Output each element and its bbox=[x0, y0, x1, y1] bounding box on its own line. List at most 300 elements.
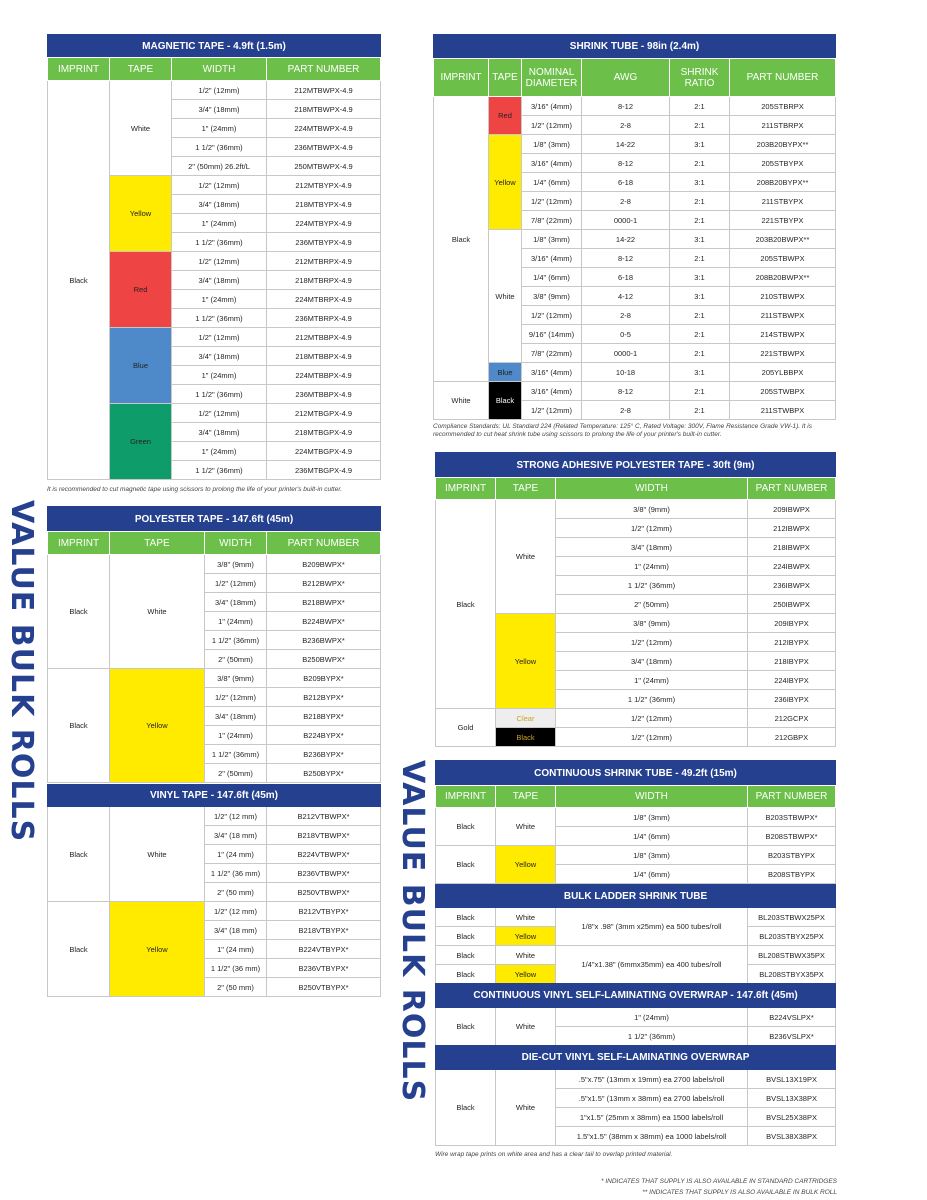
diecut-note: Wire wrap tape prints on white area and has a clear tail to overlap printed material. bbox=[435, 1151, 673, 1158]
table-cell: 218MTBWPX-4.9 bbox=[267, 100, 381, 119]
table-cell: 224MTBWPX-4.9 bbox=[267, 119, 381, 138]
magnetic-title: MAGNETIC TAPE - 4.9ft (1.5m) bbox=[48, 35, 381, 58]
table-row bbox=[436, 614, 836, 633]
table-cell: Black bbox=[436, 1070, 496, 1146]
cont-title: CONTINUOUS SHRINK TUBE - 49.2ft (15m) bbox=[436, 761, 836, 786]
table-cell: 3/16" (4mm) bbox=[522, 249, 582, 268]
side-label-left: VALUE BULK ROLLS bbox=[4, 500, 39, 843]
column-header: TAPE bbox=[110, 532, 205, 555]
table-cell: 236MTBRPX-4.9 bbox=[267, 309, 381, 328]
table-cell: B218BWPX* bbox=[267, 593, 381, 612]
table-cell: 212MTBRPX-4.9 bbox=[267, 252, 381, 271]
column-header: PART NUMBER bbox=[267, 58, 381, 81]
table-cell: B224BWPX* bbox=[267, 612, 381, 631]
table-cell: 3:1 bbox=[670, 363, 730, 382]
table-cell: Black bbox=[48, 555, 110, 669]
table-cell: 3/4" (18mm) bbox=[556, 538, 748, 557]
table-cell: Green bbox=[110, 404, 172, 480]
table-cell: 1 1/2" (36mm) bbox=[172, 461, 267, 480]
table-row bbox=[436, 728, 836, 747]
table-cell: 2" (50mm) bbox=[556, 595, 748, 614]
table-cell: B224VTBWPX* bbox=[267, 845, 381, 864]
vinyl-title: VINYL TAPE - 147.6ft (45m) bbox=[48, 785, 381, 807]
table-cell: 236MTBYPX-4.9 bbox=[267, 233, 381, 252]
column-header: AWG bbox=[582, 59, 670, 97]
vinyl-table-block bbox=[47, 784, 380, 997]
table-cell: 1 1/2" (36mm) bbox=[172, 138, 267, 157]
table-cell: 2:1 bbox=[670, 344, 730, 363]
table-cell: B236BWPX* bbox=[267, 631, 381, 650]
table-cell: 214STBWPX bbox=[730, 325, 836, 344]
table-cell: 212MTBWPX-4.9 bbox=[267, 81, 381, 100]
table-cell: 224MTBRPX-4.9 bbox=[267, 290, 381, 309]
table-row bbox=[48, 669, 381, 688]
table-cell: 212IBWPX bbox=[748, 519, 836, 538]
diecut-table-block bbox=[435, 1045, 835, 1146]
table-cell: 3/8" (9mm) bbox=[522, 287, 582, 306]
table-cell: 1/2" (12mm) bbox=[522, 306, 582, 325]
table-cell: 3/8" (9mm) bbox=[205, 669, 267, 688]
table-cell: 2:1 bbox=[670, 211, 730, 230]
table-cell: 3/4" (18mm) bbox=[172, 271, 267, 290]
table-cell: Black bbox=[48, 807, 110, 902]
table-cell: 208B20BWPX** bbox=[730, 268, 836, 287]
table-cell: 1/2" (12mm) bbox=[522, 116, 582, 135]
table-cell: 8-12 bbox=[582, 154, 670, 173]
table-cell: .5"x.75" (13mm x 19mm) ea 2700 labels/roll bbox=[556, 1070, 748, 1089]
table-cell: 212IBYPX bbox=[748, 633, 836, 652]
column-header: WIDTH bbox=[556, 786, 748, 808]
table-cell: 1" (24mm) bbox=[172, 119, 267, 138]
table-cell: 3:1 bbox=[670, 230, 730, 249]
table-cell: B224VSLPX* bbox=[748, 1008, 836, 1027]
table-cell: 224IBWPX bbox=[748, 557, 836, 576]
table-cell: Yellow bbox=[110, 176, 172, 252]
table-cell: White bbox=[110, 555, 205, 669]
table-cell: 208B20BYPX** bbox=[730, 173, 836, 192]
table-row bbox=[436, 709, 836, 728]
table-cell: 1" (24mm) bbox=[172, 442, 267, 461]
table-cell: Black bbox=[434, 97, 489, 382]
column-header: IMPRINT bbox=[436, 478, 496, 500]
table-cell: Yellow bbox=[496, 965, 556, 984]
table-cell: 1/8"x .98" (3mm x25mm) ea 500 tubes/roll bbox=[556, 908, 748, 946]
table-row bbox=[434, 363, 836, 382]
table-cell: Black bbox=[436, 908, 496, 927]
table-cell: White bbox=[496, 908, 556, 927]
strong-title: STRONG ADHESIVE POLYESTER TAPE - 30ft (9m) bbox=[436, 453, 836, 478]
table-cell: BVSL13X38PX bbox=[748, 1089, 836, 1108]
table-cell: 2-8 bbox=[582, 116, 670, 135]
table-cell: B250VTBWPX* bbox=[267, 883, 381, 902]
magnetic-table bbox=[47, 34, 381, 480]
table-cell: B218VTBWPX* bbox=[267, 826, 381, 845]
table-cell: 1 1/2" (36mm) bbox=[556, 690, 748, 709]
table-cell: 205YLBBPX bbox=[730, 363, 836, 382]
table-cell: 1 1/2" (36mm) bbox=[172, 385, 267, 404]
diecut-table bbox=[435, 1045, 836, 1146]
side-label-center: VALUE BULK ROLLS bbox=[395, 760, 430, 1103]
ladder-title: BULK LADDER SHRINK TUBE bbox=[436, 885, 836, 908]
table-cell: B236VSLPX* bbox=[748, 1027, 836, 1046]
table-cell: 1 1/2" (36mm) bbox=[205, 631, 267, 650]
table-cell: B236VTBYPX* bbox=[267, 959, 381, 978]
table-cell: B250BWPX* bbox=[267, 650, 381, 669]
table-cell: Yellow bbox=[489, 135, 522, 230]
table-cell: 2:1 bbox=[670, 116, 730, 135]
table-cell: 1 1/2" (36mm) bbox=[205, 745, 267, 764]
table-cell: B208STBYPX bbox=[748, 865, 836, 884]
contvinyl-table bbox=[435, 983, 836, 1046]
table-cell: 212MTBGPX-4.9 bbox=[267, 404, 381, 423]
table-cell: 3/4" (18mm) bbox=[172, 423, 267, 442]
table-cell: 3:1 bbox=[670, 173, 730, 192]
table-row bbox=[434, 382, 836, 401]
table-cell: 3/4" (18mm) bbox=[205, 707, 267, 726]
table-cell: 3:1 bbox=[670, 268, 730, 287]
table-cell: B218VTBYPX* bbox=[267, 921, 381, 940]
table-cell: B224VTBYPX* bbox=[267, 940, 381, 959]
table-cell: 2:1 bbox=[670, 382, 730, 401]
table-cell: 1" (24mm) bbox=[556, 671, 748, 690]
table-row bbox=[436, 500, 836, 519]
table-cell: 236IBWPX bbox=[748, 576, 836, 595]
column-header: TAPE bbox=[489, 59, 522, 97]
shrink-note: Compliance Standards: UL Standard 224 (Related Temperature: 125° C, Rated Voltage: 300V, Flame Resistance Grade VW-1). It is recommended to cut heat shrink tube using scissors to prolong the life of your printer's built-in cutter. bbox=[433, 423, 812, 438]
table-cell: Yellow bbox=[496, 846, 556, 884]
table-cell: 1/2" (12mm) bbox=[205, 574, 267, 593]
table-cell: 205STWBPX bbox=[730, 382, 836, 401]
table-cell: 1 1/2" (36 mm) bbox=[205, 864, 267, 883]
table-cell: B236BYPX* bbox=[267, 745, 381, 764]
table-cell: 236MTBBPX-4.9 bbox=[267, 385, 381, 404]
table-cell: 1/2" (12mm) bbox=[556, 519, 748, 538]
table-row bbox=[48, 807, 381, 826]
table-cell: 2" (50 mm) bbox=[205, 978, 267, 997]
table-cell: 203B20BWPX** bbox=[730, 230, 836, 249]
table-cell: 2-8 bbox=[582, 401, 670, 420]
table-cell: 1/8" (3mm) bbox=[522, 135, 582, 154]
table-cell: 221STBYPX bbox=[730, 211, 836, 230]
table-cell: 1/2" (12mm) bbox=[556, 728, 748, 747]
table-cell: White bbox=[496, 500, 556, 614]
table-cell: 1/2" (12mm) bbox=[522, 192, 582, 211]
table-cell: B250BYPX* bbox=[267, 764, 381, 783]
column-header: TAPE bbox=[496, 786, 556, 808]
table-cell: Black bbox=[48, 902, 110, 997]
table-cell: 218IBWPX bbox=[748, 538, 836, 557]
table-cell: 1" (24mm) bbox=[556, 557, 748, 576]
table-cell: 212GCPX bbox=[748, 709, 836, 728]
table-cell: 218IBYPX bbox=[748, 652, 836, 671]
table-cell: 2-8 bbox=[582, 306, 670, 325]
table-cell: 218MTBGPX-4.9 bbox=[267, 423, 381, 442]
footer-note-2: ** INDICATES THAT SUPPLY IS ALSO AVAILABLE IN BULK ROLL bbox=[642, 1189, 837, 1196]
table-cell: 210STBWPX bbox=[730, 287, 836, 306]
table-cell: 14-22 bbox=[582, 135, 670, 154]
table-cell: Black bbox=[436, 808, 496, 846]
table-cell: Black bbox=[436, 927, 496, 946]
table-cell: White bbox=[489, 230, 522, 363]
table-cell: 209IBYPX bbox=[748, 614, 836, 633]
table-cell: BL208STBWX35PX bbox=[748, 946, 836, 965]
table-cell: 212MTBYPX-4.9 bbox=[267, 176, 381, 195]
table-cell: Yellow bbox=[110, 669, 205, 783]
table-cell: 2" (50mm) 26.2ft/L bbox=[172, 157, 267, 176]
table-cell: B224BYPX* bbox=[267, 726, 381, 745]
table-cell: 1" (24mm) bbox=[172, 214, 267, 233]
column-header: WIDTH bbox=[172, 58, 267, 81]
diecut-title: DIE-CUT VINYL SELF-LAMINATING OVERWRAP bbox=[436, 1046, 836, 1070]
table-cell: 236IBYPX bbox=[748, 690, 836, 709]
table-cell: 2" (50mm) bbox=[205, 650, 267, 669]
table-cell: B209BYPX* bbox=[267, 669, 381, 688]
table-cell: 1/8" (3mm) bbox=[522, 230, 582, 249]
shrink-title: SHRINK TUBE - 98in (2.4m) bbox=[434, 35, 836, 59]
table-row bbox=[434, 135, 836, 154]
table-cell: BVSL13X19PX bbox=[748, 1070, 836, 1089]
table-cell: White bbox=[434, 382, 489, 420]
table-cell: 1"x1.5" (25mm x 38mm) ea 1500 labels/roll bbox=[556, 1108, 748, 1127]
table-cell: 1 1/2" (36mm) bbox=[172, 309, 267, 328]
table-cell: 218MTBYPX-4.9 bbox=[267, 195, 381, 214]
table-cell: B212BYPX* bbox=[267, 688, 381, 707]
column-header: IMPRINT bbox=[436, 786, 496, 808]
column-header: TAPE bbox=[110, 58, 172, 81]
table-row bbox=[434, 230, 836, 249]
table-cell: BL208STBYX35PX bbox=[748, 965, 836, 984]
table-cell: Black bbox=[436, 946, 496, 965]
table-cell: 7/8" (22mm) bbox=[522, 344, 582, 363]
table-cell: 224MTBGPX-4.9 bbox=[267, 442, 381, 461]
table-cell: 2:1 bbox=[670, 325, 730, 344]
table-cell: 1" (24mm) bbox=[172, 366, 267, 385]
table-cell: 212MTBBPX-4.9 bbox=[267, 328, 381, 347]
table-cell: 1/2" (12mm) bbox=[172, 404, 267, 423]
table-cell: White bbox=[496, 1070, 556, 1146]
polyester-table bbox=[47, 506, 381, 783]
column-header: IMPRINT bbox=[434, 59, 489, 97]
table-cell: 250MTBWPX-4.9 bbox=[267, 157, 381, 176]
table-cell: 9/16" (14mm) bbox=[522, 325, 582, 344]
table-cell: 2:1 bbox=[670, 154, 730, 173]
table-cell: 4-12 bbox=[582, 287, 670, 306]
table-cell: 211STBWPX bbox=[730, 306, 836, 325]
table-cell: 3/16" (4mm) bbox=[522, 363, 582, 382]
table-cell: 1/8" (3mm) bbox=[556, 846, 748, 865]
table-cell: 3/4" (18 mm) bbox=[205, 826, 267, 845]
table-cell: 3/16" (4mm) bbox=[522, 382, 582, 401]
table-cell: 211STBYPX bbox=[730, 192, 836, 211]
table-cell: 2:1 bbox=[670, 97, 730, 116]
table-cell: 221STBWPX bbox=[730, 344, 836, 363]
table-cell: 250IBWPX bbox=[748, 595, 836, 614]
table-cell: B203STBWPX* bbox=[748, 808, 836, 827]
table-cell: 3/4" (18 mm) bbox=[205, 921, 267, 940]
table-row bbox=[436, 808, 836, 827]
table-cell: 218MTBBPX-4.9 bbox=[267, 347, 381, 366]
ladder-table-block bbox=[435, 884, 835, 984]
table-cell: 2:1 bbox=[670, 306, 730, 325]
cont-table-block bbox=[435, 760, 835, 884]
table-cell: 224MTBYPX-4.9 bbox=[267, 214, 381, 233]
table-cell: 1/2" (12 mm) bbox=[205, 807, 267, 826]
table-cell: B236VTBWPX* bbox=[267, 864, 381, 883]
table-cell: Black bbox=[496, 728, 556, 747]
column-header: IMPRINT bbox=[48, 532, 110, 555]
table-cell: BVSL38X38PX bbox=[748, 1127, 836, 1146]
table-cell: 2:1 bbox=[670, 192, 730, 211]
table-cell: 1" (24 mm) bbox=[205, 845, 267, 864]
polyester-title: POLYESTER TAPE - 147.6ft (45m) bbox=[48, 507, 381, 532]
column-header: NOMINAL DIAMETER bbox=[522, 59, 582, 97]
strong-table bbox=[435, 452, 836, 747]
table-cell: Black bbox=[48, 81, 110, 480]
table-cell: Yellow bbox=[496, 927, 556, 946]
magnetic-table-block bbox=[47, 34, 380, 480]
table-cell: 1/2" (12mm) bbox=[172, 176, 267, 195]
table-cell: 1.5"x1.5" (38mm x 38mm) ea 1000 labels/roll bbox=[556, 1127, 748, 1146]
table-cell: Yellow bbox=[110, 902, 205, 997]
table-cell: Black bbox=[436, 846, 496, 884]
table-cell: BVSL25X38PX bbox=[748, 1108, 836, 1127]
footer-note-1: * INDICATES THAT SUPPLY IS ALSO AVAILABLE IN STANDARD CARTRIDGES bbox=[601, 1178, 837, 1185]
table-cell: B203STBYPX bbox=[748, 846, 836, 865]
table-cell: 1/4"x1.38" (6mmx35mm) ea 400 tubes/roll bbox=[556, 946, 748, 984]
table-cell: 1/2" (12 mm) bbox=[205, 902, 267, 921]
table-cell: White bbox=[110, 807, 205, 902]
table-cell: B212VTBWPX* bbox=[267, 807, 381, 826]
table-cell: 1" (24mm) bbox=[205, 726, 267, 745]
table-cell: 236MTBGPX-4.9 bbox=[267, 461, 381, 480]
table-cell: Black bbox=[436, 500, 496, 709]
table-row bbox=[48, 81, 381, 100]
table-cell: 224IBYPX bbox=[748, 671, 836, 690]
table-cell: 8-12 bbox=[582, 97, 670, 116]
table-cell: 203B20BYPX** bbox=[730, 135, 836, 154]
table-cell: 1 1/2" (36mm) bbox=[556, 1027, 748, 1046]
table-cell: Black bbox=[436, 965, 496, 984]
table-cell: 224MTBBPX-4.9 bbox=[267, 366, 381, 385]
table-cell: B212BWPX* bbox=[267, 574, 381, 593]
table-cell: 3/8" (9mm) bbox=[556, 614, 748, 633]
contvinyl-title: CONTINUOUS VINYL SELF-LAMINATING OVERWRAP - 147.6ft (45m) bbox=[436, 984, 836, 1008]
table-cell: 7/8" (22mm) bbox=[522, 211, 582, 230]
table-cell: 1 1/2" (36 mm) bbox=[205, 959, 267, 978]
table-cell: 0000-1 bbox=[582, 211, 670, 230]
table-cell: 205STBRPX bbox=[730, 97, 836, 116]
table-row bbox=[436, 1070, 836, 1089]
column-header: PART NUMBER bbox=[748, 786, 836, 808]
table-cell: 3/4" (18mm) bbox=[556, 652, 748, 671]
column-header: IMPRINT bbox=[48, 58, 110, 81]
column-header: WIDTH bbox=[556, 478, 748, 500]
table-row bbox=[434, 97, 836, 116]
table-cell: 1 1/2" (36mm) bbox=[556, 576, 748, 595]
table-cell: 3/4" (18mm) bbox=[172, 195, 267, 214]
shrink-table-block bbox=[433, 34, 835, 420]
ladder-table bbox=[435, 884, 836, 984]
table-cell: BL203STBWX25PX bbox=[748, 908, 836, 927]
table-cell: 1/2" (12mm) bbox=[172, 81, 267, 100]
table-cell: 236MTBWPX-4.9 bbox=[267, 138, 381, 157]
table-cell: 10-18 bbox=[582, 363, 670, 382]
table-cell: White bbox=[110, 81, 172, 176]
table-cell: B209BWPX* bbox=[267, 555, 381, 574]
table-cell: Black bbox=[48, 669, 110, 783]
table-cell: 212GBPX bbox=[748, 728, 836, 747]
table-row bbox=[436, 908, 836, 927]
table-cell: Yellow bbox=[496, 614, 556, 709]
column-header: PART NUMBER bbox=[730, 59, 836, 97]
table-cell: 1/4" (6mm) bbox=[522, 173, 582, 192]
table-cell: Red bbox=[110, 252, 172, 328]
table-cell: 3/8" (9mm) bbox=[556, 500, 748, 519]
table-cell: 1/2" (12mm) bbox=[522, 401, 582, 420]
strong-table-block bbox=[435, 452, 835, 747]
table-cell: 209IBWPX bbox=[748, 500, 836, 519]
table-row bbox=[48, 555, 381, 574]
table-cell: 2" (50mm) bbox=[205, 764, 267, 783]
table-cell: 2:1 bbox=[670, 249, 730, 268]
table-cell: 1/2" (12mm) bbox=[556, 633, 748, 652]
table-cell: 8-12 bbox=[582, 249, 670, 268]
table-cell: B218BYPX* bbox=[267, 707, 381, 726]
table-cell: B212VTBYPX* bbox=[267, 902, 381, 921]
shrink-table bbox=[433, 34, 836, 420]
table-cell: 1/2" (12mm) bbox=[205, 688, 267, 707]
table-cell: 2:1 bbox=[670, 401, 730, 420]
table-cell: 3/16" (4mm) bbox=[522, 97, 582, 116]
table-cell: 1" (24mm) bbox=[205, 612, 267, 631]
table-cell: 1" (24mm) bbox=[172, 290, 267, 309]
polyester-table-block bbox=[47, 506, 380, 783]
table-cell: 218MTBRPX-4.9 bbox=[267, 271, 381, 290]
table-cell: 1/2" (12mm) bbox=[172, 252, 267, 271]
table-cell: 1/2" (12mm) bbox=[172, 328, 267, 347]
table-cell: 3/16" (4mm) bbox=[522, 154, 582, 173]
table-cell: 1/4" (6mm) bbox=[522, 268, 582, 287]
table-cell: 3/8" (9mm) bbox=[205, 555, 267, 574]
table-cell: 0-5 bbox=[582, 325, 670, 344]
table-cell: 1/2" (12mm) bbox=[556, 709, 748, 728]
table-cell: 6-18 bbox=[582, 173, 670, 192]
table-cell: Clear bbox=[496, 709, 556, 728]
table-cell: 205STBWPX bbox=[730, 249, 836, 268]
table-cell: 211STBRPX bbox=[730, 116, 836, 135]
table-row bbox=[436, 1008, 836, 1027]
table-cell: Black bbox=[436, 1008, 496, 1046]
table-cell: Blue bbox=[489, 363, 522, 382]
table-cell: Red bbox=[489, 97, 522, 135]
table-row bbox=[48, 902, 381, 921]
table-cell: 1 1/2" (36mm) bbox=[172, 233, 267, 252]
table-row bbox=[436, 946, 836, 965]
contvinyl-table-block bbox=[435, 983, 835, 1046]
table-cell: B208STBWPX* bbox=[748, 827, 836, 846]
column-header: SHRINK RATIO bbox=[670, 59, 730, 97]
table-cell: BL203STBYX25PX bbox=[748, 927, 836, 946]
table-cell: 211STWBPX bbox=[730, 401, 836, 420]
table-cell: 1/4" (6mm) bbox=[556, 827, 748, 846]
vinyl-table bbox=[47, 784, 381, 997]
table-cell: 205STBYPX bbox=[730, 154, 836, 173]
table-cell: .5"x1.5" (13mm x 38mm) ea 2700 labels/roll bbox=[556, 1089, 748, 1108]
table-cell: 2-8 bbox=[582, 192, 670, 211]
table-cell: B250VTBYPX* bbox=[267, 978, 381, 997]
cont-table bbox=[435, 760, 836, 884]
magnetic-note: It is recommended to cut magnetic tape using scissors to prolong the life of your printer's built-in cutter. bbox=[47, 486, 343, 493]
